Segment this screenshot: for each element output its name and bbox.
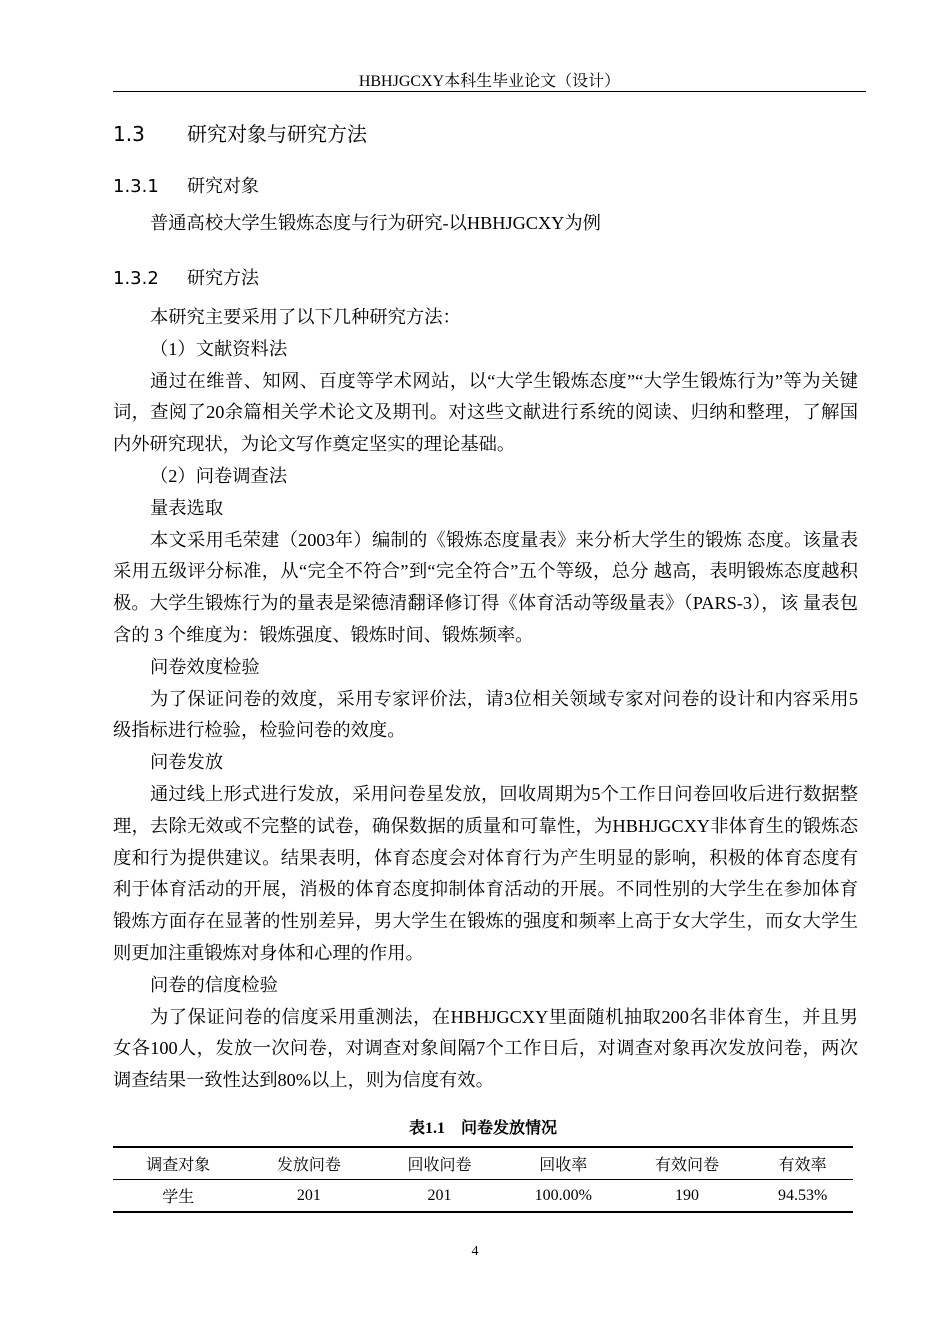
table-header-row: [113, 1147, 853, 1180]
paragraph: 问卷效度检验: [150, 656, 260, 677]
subsection-number: 1.3.1: [113, 176, 159, 197]
questionnaire-table: [113, 1146, 853, 1213]
paragraph: 问卷的信度检验: [150, 974, 278, 995]
research-object-text: [113, 208, 858, 240]
subsection-title: 研究方法: [187, 268, 259, 289]
paragraph: 为了保证问卷的信度采用重测法，在HBHJGCXY里面随机抽取200名非体育生，并且男女各100人，发放一次问卷，对调查对象间隔7个工作日后，对调查对象再次发放问卷，两次调查结果一致性达到80%以上，则为信度有效。: [113, 1006, 858, 1091]
table-cell: 94.53%: [778, 1186, 828, 1204]
paragraph: 问卷发放: [150, 752, 224, 773]
page-number: 4: [471, 1244, 479, 1259]
table-cell: 201: [296, 1186, 321, 1204]
paragraph: （2）问卷调查法: [150, 465, 288, 486]
subsection-number: 1.3.2: [113, 268, 159, 289]
paragraph: 通过在维普、知网、百度等学术网站，以“大学生锻炼态度”“大学生锻炼行为”等为关键词，查阅了20余篇相关学术论文及期刊。对这些文献进行系统的阅读、归纳和整理，了解国内外研究现状，为论文写作奠定坚实的理论基础。: [113, 370, 858, 455]
table-cell: 201: [427, 1186, 452, 1204]
paragraph: 本研究主要采用了以下几种研究方法：: [150, 307, 461, 327]
subsection-heading: [113, 264, 259, 290]
column-header: 调查对象: [146, 1157, 211, 1174]
paragraph: 通过线上形式进行发放，采用问卷星发放，回收周期为5个工作日问卷回收后进行数据整理，去除无效或不完整的试卷，确保数据的质量和可靠性，为HBHJGCXY非体育生的锻炼态度和行为提供建议。结果表明，体育态度会对体育行为产生明显的影响，积极的体育态度有利于体育活动的开展，消极的体育态度抑制体育活动的开展。不同性别的大学生在参加体育锻炼方面存在显著的性别差异，男大学生在锻炼的强度和频率上高于女大学生，而女大学生则更加注重锻炼对身体和心理的作用。: [113, 783, 858, 963]
body-text: [113, 302, 858, 1097]
table-caption: 表1.1 问卷发放情况: [408, 1120, 557, 1137]
paragraph: （1）文献资料法: [150, 338, 288, 359]
table-cell: 学生: [162, 1189, 195, 1206]
subsection-heading: [113, 172, 259, 198]
section-heading: [113, 118, 367, 147]
page-header: HBHJGCXY本科生毕业论文（设计）: [358, 73, 621, 90]
section-number: 1.3: [113, 122, 145, 146]
column-header: 有效率: [778, 1157, 827, 1174]
column-header: 发放问卷: [276, 1157, 341, 1174]
subsection-title: 研究对象: [187, 176, 259, 197]
table-cell: 100.00%: [534, 1186, 592, 1204]
section-title: 研究对象与研究方法: [187, 122, 367, 146]
header-rule: [113, 91, 866, 92]
paragraph: 普通高校大学生锻炼态度与行为研究-以HBHJGCXY为例: [150, 213, 601, 233]
table-row: [113, 1180, 853, 1213]
column-header: 回收问卷: [407, 1157, 472, 1174]
table-cell: 190: [675, 1186, 700, 1204]
paragraph: 为了保证问卷的效度，采用专家评价法，请3位相关领域专家对问卷的设计和内容采用5级指标进行检验，检验问卷的效度。: [113, 688, 858, 741]
column-header: 有效问卷: [655, 1157, 720, 1174]
paragraph: 量表选取: [150, 497, 224, 518]
column-header: 回收率: [539, 1157, 588, 1174]
paragraph: 本文采用毛荣建（2003年）编制的《锻炼态度量表》来分析大学生的锻炼 态度。该量表采用五级评分标准，从“完全不符合”到“完全符合”五个等级，总分 越高，表明锻炼态度越积极。大学生锻炼行为的量表是梁德清翻译修订得《体育活动等级量表》（PARS-3），该 量表包含的 3 个维度为：锻炼强度、锻炼时间、锻炼频率。: [113, 529, 858, 645]
